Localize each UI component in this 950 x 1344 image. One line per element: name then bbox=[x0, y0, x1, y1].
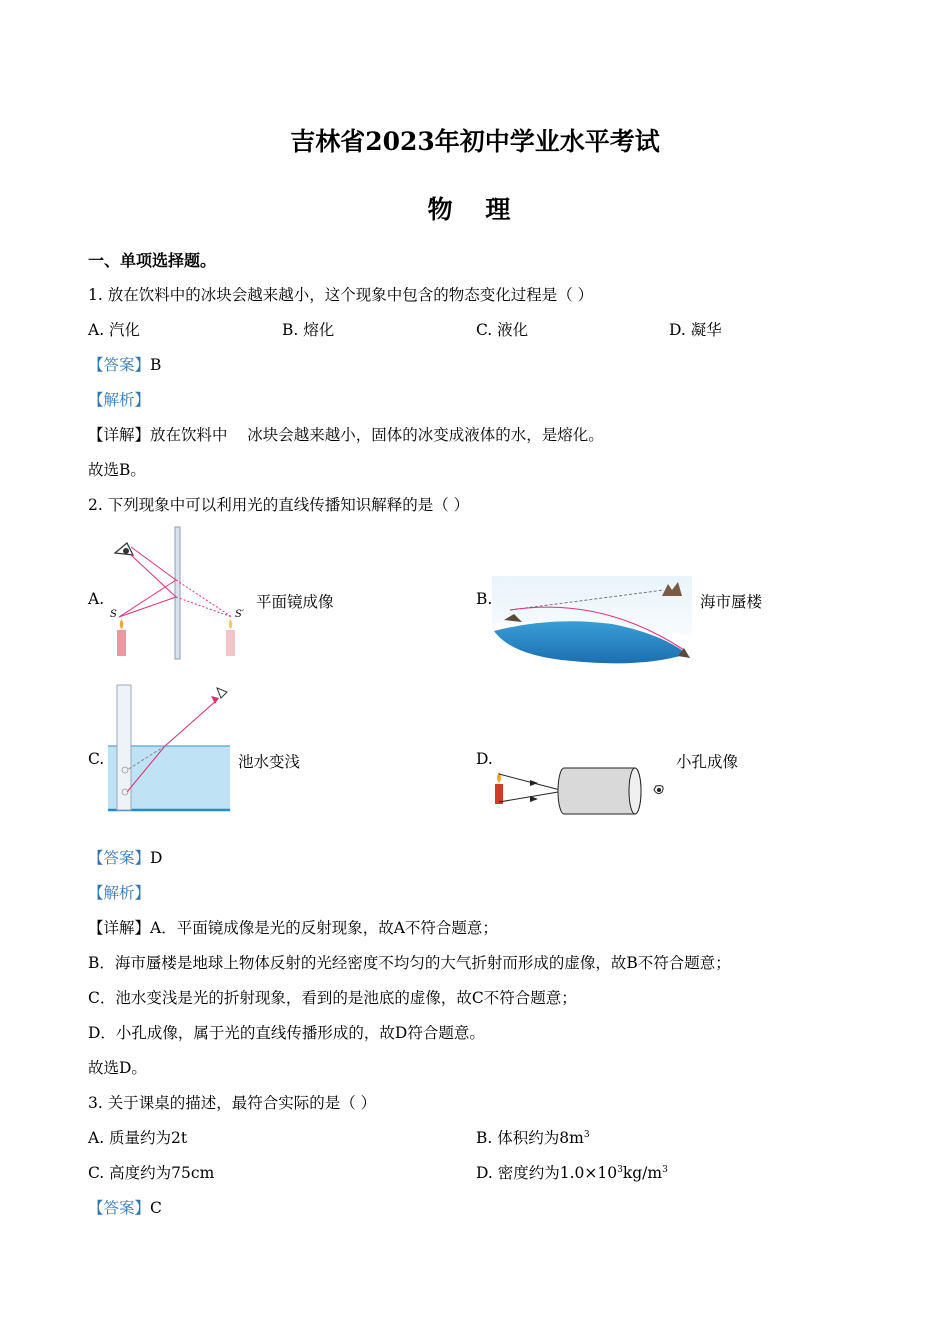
q2-detail-c: C．池水变浅是光的折射现象，看到的是池底的虚像，故C不符合题意； bbox=[88, 989, 577, 1007]
q3-option-d-sup1: 3 bbox=[617, 1164, 623, 1175]
answer-tag: 【答案】 bbox=[88, 849, 151, 867]
detail-tag: 【详解】 bbox=[88, 426, 151, 444]
mirage-figure bbox=[492, 576, 692, 666]
q2-detail-line-a bbox=[88, 916, 498, 938]
answer-tag: 【答案】 bbox=[88, 356, 151, 374]
q3-option-d-sup2: 3 bbox=[662, 1164, 668, 1175]
q3-option-a: A. 质量约为2t bbox=[88, 1129, 188, 1147]
q1-option-d: D. 凝华 bbox=[669, 321, 722, 339]
q2-option-c-letter: C. bbox=[88, 750, 105, 768]
q2-option-d-letter: D. bbox=[476, 750, 493, 768]
q3-option-d-text: D. 密度约为1.0×10 bbox=[476, 1164, 618, 1182]
q1-answer-line bbox=[88, 353, 161, 375]
pinhole-figure bbox=[490, 760, 670, 818]
page-subtitle: 物 理 bbox=[427, 195, 523, 224]
section-heading: 一、单项选择题。 bbox=[88, 251, 217, 270]
q2-answer: D bbox=[150, 849, 163, 867]
q2-analysis-tag: 【解析】 bbox=[88, 884, 151, 902]
q3-option-d-unit: kg/m bbox=[622, 1164, 663, 1182]
q3-option-b-sup: 3 bbox=[583, 1129, 590, 1140]
page-title: 吉林省2023年初中学业水平考试 bbox=[290, 127, 660, 156]
q2-option-a-letter: A. bbox=[88, 590, 105, 608]
q3-option-c: C. 高度约为75cm bbox=[88, 1164, 215, 1182]
q2-detail-a: A．平面镜成像是光的反射现象，故A不符合题意； bbox=[150, 919, 498, 937]
q2-option-b-letter: B. bbox=[476, 590, 493, 608]
q2-detail-d: D．小孔成像，属于光的直线传播形成的，故D符合题意。 bbox=[88, 1024, 485, 1042]
q2-conclusion: 故选D。 bbox=[88, 1059, 147, 1077]
q2-answer-line bbox=[88, 846, 162, 868]
q2-option-c-label: 池水变浅 bbox=[238, 753, 301, 771]
q1-detail-line bbox=[88, 423, 604, 445]
shallow-pool-figure bbox=[105, 682, 235, 814]
q3-option-b bbox=[476, 1126, 590, 1148]
q1-stem: 1. 放在饮料中的冰块会越来越小，这个现象中包含的物态变化过程是（ ） bbox=[88, 286, 594, 304]
q1-answer: B bbox=[150, 356, 162, 374]
q3-answer-line bbox=[88, 1196, 162, 1218]
q1-option-a: A. 汽化 bbox=[88, 321, 141, 339]
q1-option-b: B. 熔化 bbox=[282, 321, 335, 339]
q2-option-a-label: 平面镜成像 bbox=[256, 593, 334, 611]
plane-mirror-figure bbox=[105, 525, 250, 662]
q3-stem: 3. 关于课桌的描述，最符合实际的是（ ） bbox=[88, 1094, 377, 1112]
q1-analysis-tag: 【解析】 bbox=[88, 391, 151, 409]
detail-tag: 【详解】 bbox=[88, 919, 151, 937]
label-s-prime: S′ bbox=[235, 609, 245, 620]
answer-tag: 【答案】 bbox=[88, 1199, 151, 1217]
q3-option-b-text: B. 体积约为8m bbox=[476, 1129, 584, 1147]
q2-detail-b: B．海市蜃楼是地球上物体反射的光经密度不均匀的大气折射而形成的虚像，故B不符合题意； bbox=[88, 954, 731, 972]
label-s: S bbox=[110, 609, 117, 620]
q1-option-c: C. 液化 bbox=[476, 321, 529, 339]
q2-option-b-label: 海市蜃楼 bbox=[700, 593, 763, 611]
q2-option-d-label: 小孔成像 bbox=[676, 753, 739, 771]
q3-option-d bbox=[476, 1161, 668, 1183]
q2-stem: 2. 下列现象中可以利用光的直线传播知识解释的是（ ） bbox=[88, 496, 470, 514]
q1-detail: 放在饮料中 冰块会越来越小，固体的冰变成液体的水，是熔化。 bbox=[150, 426, 604, 444]
q3-answer: C bbox=[150, 1199, 162, 1217]
q1-conclusion: 故选B。 bbox=[88, 461, 146, 479]
